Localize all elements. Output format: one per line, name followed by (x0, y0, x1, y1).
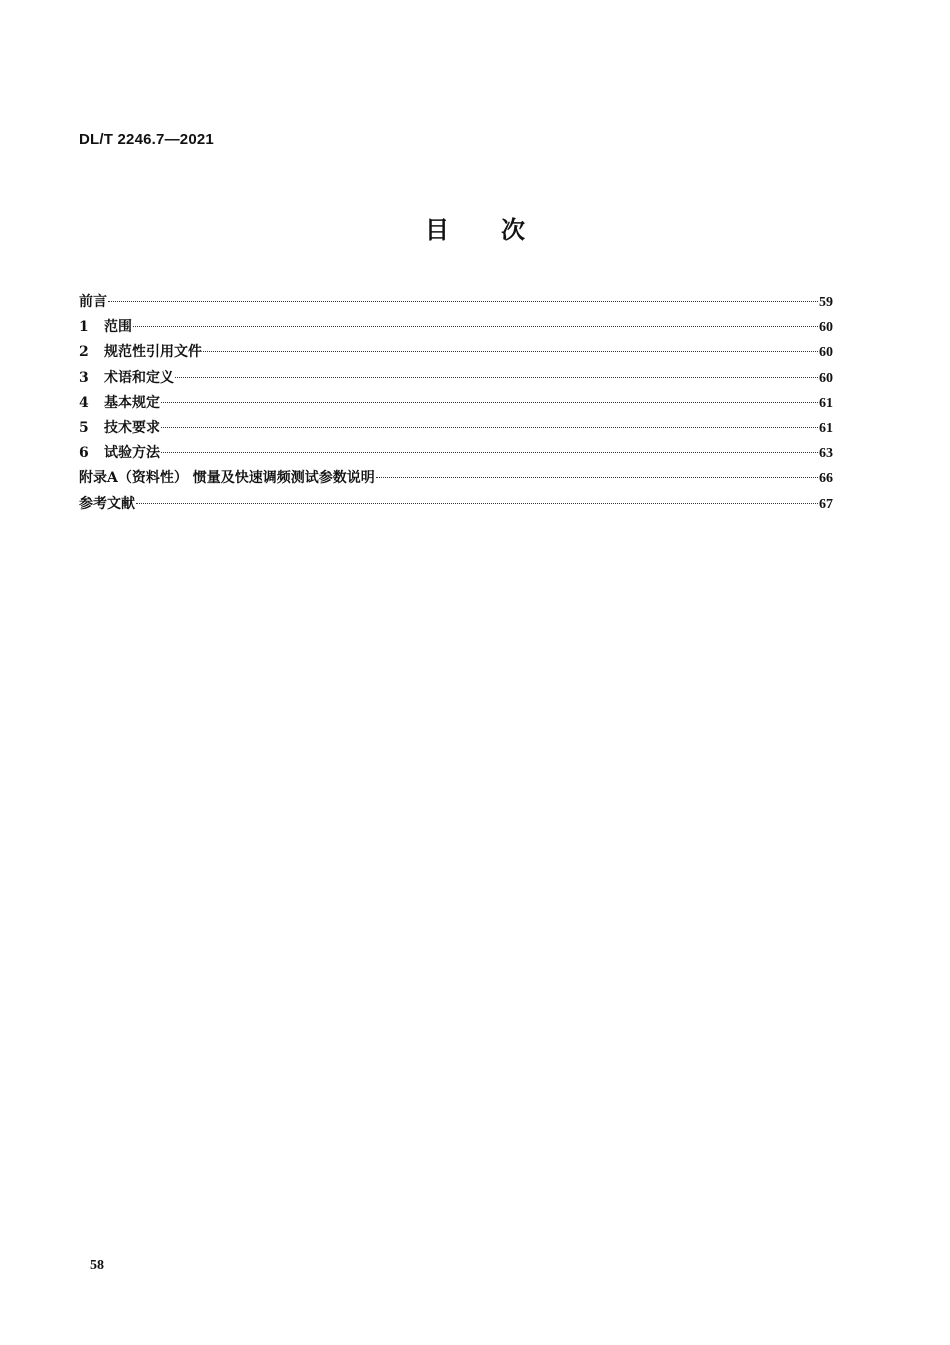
toc-title (0, 210, 950, 245)
toc-entry-number: 6 (79, 445, 89, 462)
toc-entry-normative-references[interactable] (79, 341, 833, 366)
toc-entry-page: 60 (819, 370, 833, 386)
toc-leader-dots (175, 377, 818, 378)
toc-entry-page: 59 (819, 295, 833, 310)
toc-leader-dots (161, 427, 818, 428)
toc-entry-label: 范围 (104, 319, 132, 336)
toc-entry-number: 5 (79, 419, 89, 436)
page-number: 58 (90, 1258, 104, 1273)
toc-entry-label: 前言 (79, 294, 107, 310)
toc-entry-page: 66 (819, 471, 833, 487)
toc-entry-page: 67 (819, 496, 833, 512)
toc-entry-label: 参考文献 (79, 495, 135, 512)
toc-entry-terms-definitions[interactable] (79, 367, 833, 392)
toc-entry-appendix-a[interactable] (79, 467, 833, 492)
toc-entry-page: 60 (819, 320, 833, 336)
toc-entry-bibliography[interactable] (79, 493, 833, 518)
toc-entry-number: 1 (79, 319, 89, 336)
toc-entry-page: 60 (819, 345, 833, 361)
toc-title-right: 次 (501, 216, 525, 244)
toc-entry-label: 试验方法 (104, 445, 160, 462)
toc-entry-number: 2 (79, 344, 89, 361)
toc-leader-dots (203, 351, 818, 352)
toc-entry-basic-provisions[interactable] (79, 392, 833, 417)
toc-entry-page: 61 (819, 395, 833, 411)
toc-entry-label: 规范性引用文件 (104, 344, 202, 361)
toc-entry-label: 基本规定 (104, 394, 160, 411)
toc-entry-number: 3 (79, 369, 89, 386)
toc-entry-number: 4 (79, 394, 89, 411)
toc-entry-test-methods[interactable] (79, 442, 833, 467)
toc-entry-technical-requirements[interactable] (79, 417, 833, 442)
table-of-contents (79, 291, 833, 518)
toc-leader-dots (161, 452, 818, 453)
document-code: DL/T 2246.7—2021 (79, 131, 214, 148)
toc-entry-label: 技术要求 (104, 419, 160, 436)
toc-leader-dots (133, 326, 818, 327)
toc-leader-dots (136, 503, 818, 504)
toc-entry-page: 61 (819, 420, 833, 436)
toc-entry-foreword[interactable] (79, 291, 833, 316)
toc-entry-label: 术语和定义 (104, 369, 174, 386)
toc-entry-label: 附录A（资料性） 惯量及快速调频测试参数说明 (79, 470, 375, 487)
toc-entry-scope[interactable] (79, 316, 833, 341)
toc-leader-dots (376, 477, 818, 478)
toc-leader-dots (161, 402, 818, 403)
toc-leader-dots (108, 301, 818, 302)
toc-entry-page: 63 (819, 446, 833, 462)
toc-title-left: 目 (425, 216, 449, 244)
